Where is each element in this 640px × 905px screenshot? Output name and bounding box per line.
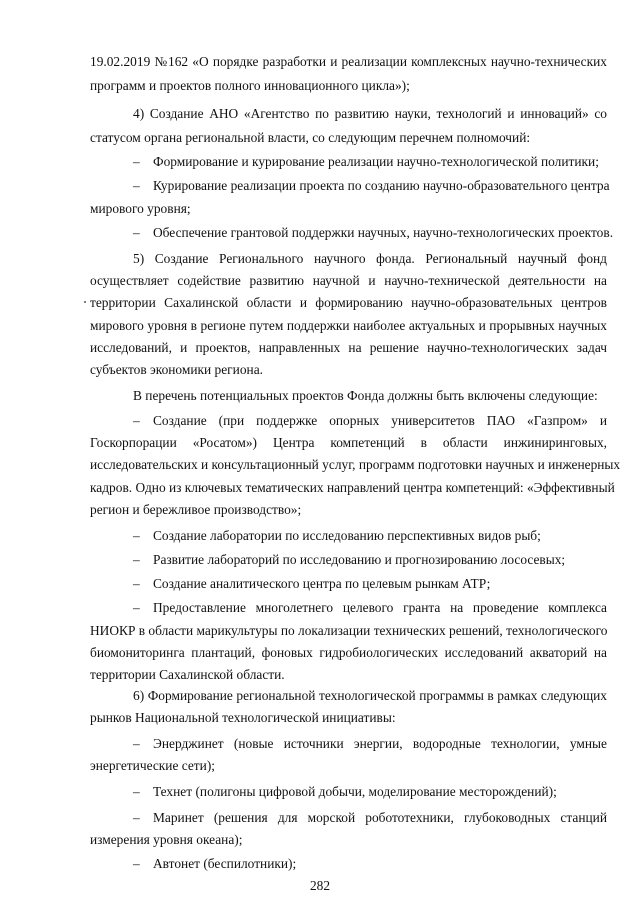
list-dash: –: [133, 413, 140, 428]
list-dash: –: [133, 784, 140, 799]
text-line: мирового уровня в регионе путем поддержки наиболее актуальных и прорывных научных: [90, 318, 607, 333]
text-line: Развитие лабораторий по исследованию и прогнозированию лососевых;: [153, 552, 566, 567]
scan-mark: [84, 301, 86, 303]
text-line: осуществляет содействие развитию научной и научно-технической деятельности на: [90, 273, 607, 288]
text-line: 6) Формирование региональной технологической программы в рамках следующих: [133, 688, 607, 703]
text-line: Энерджинет (новые источники энергии, водородные технологии, умные: [153, 736, 607, 751]
text-line: программ и проектов полного инновационного цикла»);: [90, 78, 410, 93]
text-line: Курирование реализации проекта по созданию научно-образовательного центра: [153, 178, 610, 193]
list-dash: –: [133, 600, 140, 615]
text-line: измерения уровня океана);: [90, 832, 243, 847]
list-dash: –: [133, 576, 140, 591]
text-line: Маринет (решения для морской робототехники, глубоководных станций: [153, 810, 607, 825]
list-dash: –: [133, 736, 140, 751]
text-line: Технет (полигоны цифровой добычи, моделирование месторождений);: [153, 784, 557, 799]
list-dash: –: [133, 552, 140, 567]
list-dash: –: [133, 178, 140, 193]
text-line: 5) Создание Регионального научного фонда. Региональный научный фонд: [133, 251, 607, 266]
text-line: В перечень потенциальных проектов Фонда должны быть включены следующие:: [133, 388, 598, 403]
text-line: Обеспечение грантовой поддержки научных, научно-технологических проектов.: [153, 225, 614, 240]
list-dash: –: [133, 856, 140, 871]
list-dash: –: [133, 528, 140, 543]
text-line: биомониторинга плантаций, фоновых гидробиологических исследований акваторий на: [90, 645, 607, 660]
text-line: кадров. Одно из ключевых тематических направлений центра компетенций: «Эффективный: [90, 480, 615, 495]
text-line: энергетические сети);: [90, 758, 215, 773]
text-line: территории Сахалинской области.: [90, 667, 285, 682]
text-line: регион и бережливое производство»;: [90, 502, 302, 517]
text-line: территории Сахалинской области и формированию научно-образовательных центров: [90, 295, 607, 310]
list-dash: –: [133, 810, 140, 825]
text-line: Создание аналитического центра по целевым рынкам АТР;: [153, 576, 491, 591]
text-line: субъектов экономики региона.: [90, 362, 263, 377]
text-line: НИОКР в области марикультуры по локализации технических решений, технологического: [90, 623, 608, 638]
text-line: статусом органа региональной власти, со следующим перечнем полномочий:: [90, 130, 531, 145]
text-line: исследовательских и консультационный услуг, программ подготовки научных и инженерных: [90, 457, 621, 472]
text-line: 19.02.2019 №162 «О порядке разработки и реализации комплексных научно-технических: [90, 54, 607, 69]
text-line: рынков Национальной технологической инициативы:: [90, 710, 396, 725]
list-dash: –: [133, 154, 140, 169]
text-line: Формирование и курирование реализации научно-технологической политики;: [153, 154, 599, 169]
text-line: мирового уровня;: [90, 201, 191, 216]
text-line: исследований, и проектов, направленных на решение научно-технологических задач: [90, 340, 607, 355]
text-line: Предоставление многолетнего целевого гранта на проведение комплекса: [153, 600, 607, 615]
text-line: 4) Создание АНО «Агентство по развитию науки, технологий и инноваций» со: [133, 106, 607, 121]
text-line: Создание лаборатории по исследованию перспективных видов рыб;: [153, 528, 541, 543]
page-number: 282: [309, 878, 331, 893]
list-dash: –: [133, 225, 140, 240]
text-line: Автонет (беспилотники);: [153, 856, 297, 871]
text-line: Госкорпорации «Росатом») Центра компетенций в области инжиниринговых,: [90, 435, 607, 450]
text-line: Создание (при поддержке опорных университетов ПАО «Газпром» и: [153, 413, 607, 428]
